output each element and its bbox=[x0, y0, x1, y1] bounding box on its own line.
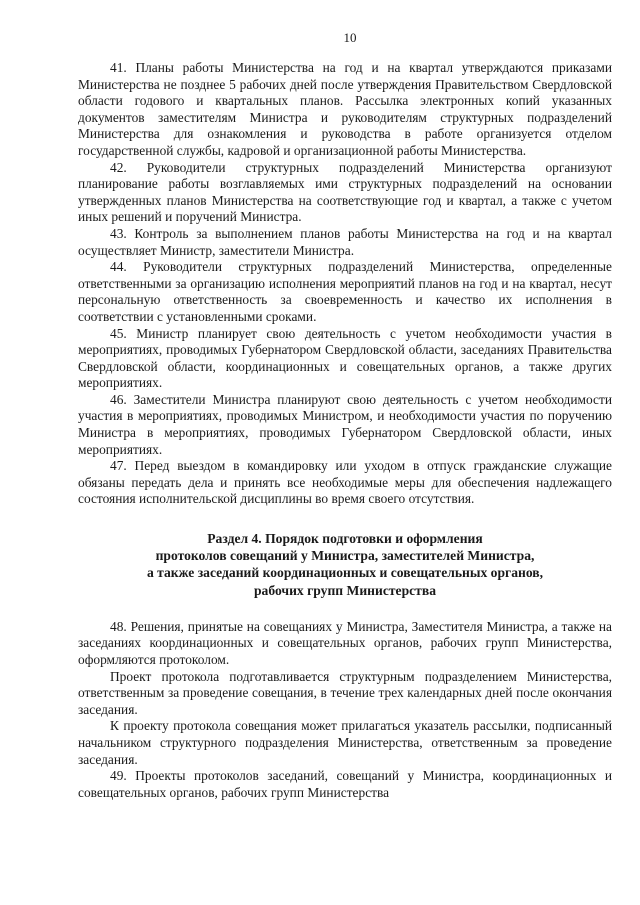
paragraph-42: 42. Руководители структурных подразделений Министерства организуют планирование работы возглавляемых ими структурных подразделений на основании утвержденных планов Министерства на соответствующие год и квартал, а также с учетом иных решений и поручений Министра. bbox=[78, 159, 612, 225]
section-title-line-4: рабочих групп Министерства bbox=[253, 582, 436, 598]
paragraph-43: 43. Контроль за выполнением планов работы Министерства на год и на квартал осуществляет Министр, заместители Министра. bbox=[78, 225, 612, 258]
paragraphs-after bbox=[78, 619, 612, 802]
paragraph-48-draft: Проект протокола подготавливается структурным подразделением Министерства, ответственным за проведение совещания, в течение трех календарных дней после окончания заседания. bbox=[78, 668, 612, 717]
section-title-line-1: Раздел 4. Порядок подготовки и оформления bbox=[207, 531, 483, 547]
paragraph-44: 44. Руководители структурных подразделений Министерства, определенные ответственными за организацию исполнения мероприятий планов на год и на квартал, несут персональную ответственность за своевременность и качество их исполнения в соответствии с установленными сроками. bbox=[78, 259, 612, 324]
paragraph-49: 49. Проекты протоколов заседаний, совещаний у Министра, координационных и совещательных органов, рабочих групп Министерства bbox=[78, 768, 612, 800]
paragraph-46: 46. Заместители Министра планируют свою деятельность с учетом необходимости участия в мероприятиях, проводимых Министром, и необходимости участия по поручению Министра в мероприятиях, проводимых Губернатором Свердловской области, иных мероприятиях. bbox=[78, 391, 612, 457]
paragraph-45: 45. Министр планирует свою деятельность с учетом необходимости участия в мероприятиях, проводимых Губернатором Свердловской области, заседаниях Правительства Свердловской области, координационных и совещательных органов, а также других мероприятиях. bbox=[78, 325, 612, 391]
paragraph-48-distribution: К проекту протокола совещания может прилагаться указатель рассылки, подписанный начальником структурного подразделения Министерства, ответственным за проведение заседания. bbox=[78, 718, 612, 767]
section-title-line-2: протоколов совещаний у Министра, заместителей Министра, bbox=[155, 548, 535, 564]
section-title-line-3: а также заседаний координационных и совещательных органов, bbox=[146, 565, 544, 581]
paragraph-47: 47. Перед выездом в командировку или уходом в отпуск гражданские служащие обязаны передать дела и принять все необходимые меры для обеспечения надлежащего состояния исполнительской дисциплины во время своего отсутствия. bbox=[78, 458, 612, 507]
paragraph-48: 48. Решения, принятые на совещаниях у Министра, Заместителя Министра, а также на заседаниях координационных и совещательных органов, рабочих групп Министерства, оформляются протоколом. bbox=[78, 618, 612, 668]
paragraphs-before bbox=[78, 60, 612, 508]
paragraph-41: 41. Планы работы Министерства на год и на квартал утверждаются приказами Министерства не позднее 5 рабочих дней после утверждения Правительством Свердловской области годового и квартальных планов. Рассылка электронных копий указанных документов заместителям Министра и руководителям структурных подразделений Министерства для ознакомления и руководства в работе организуется отделом государственной службы, кадровой и организационной работы Министерства. bbox=[78, 60, 612, 158]
page-number: 10 bbox=[343, 30, 357, 45]
section-title bbox=[78, 530, 612, 599]
